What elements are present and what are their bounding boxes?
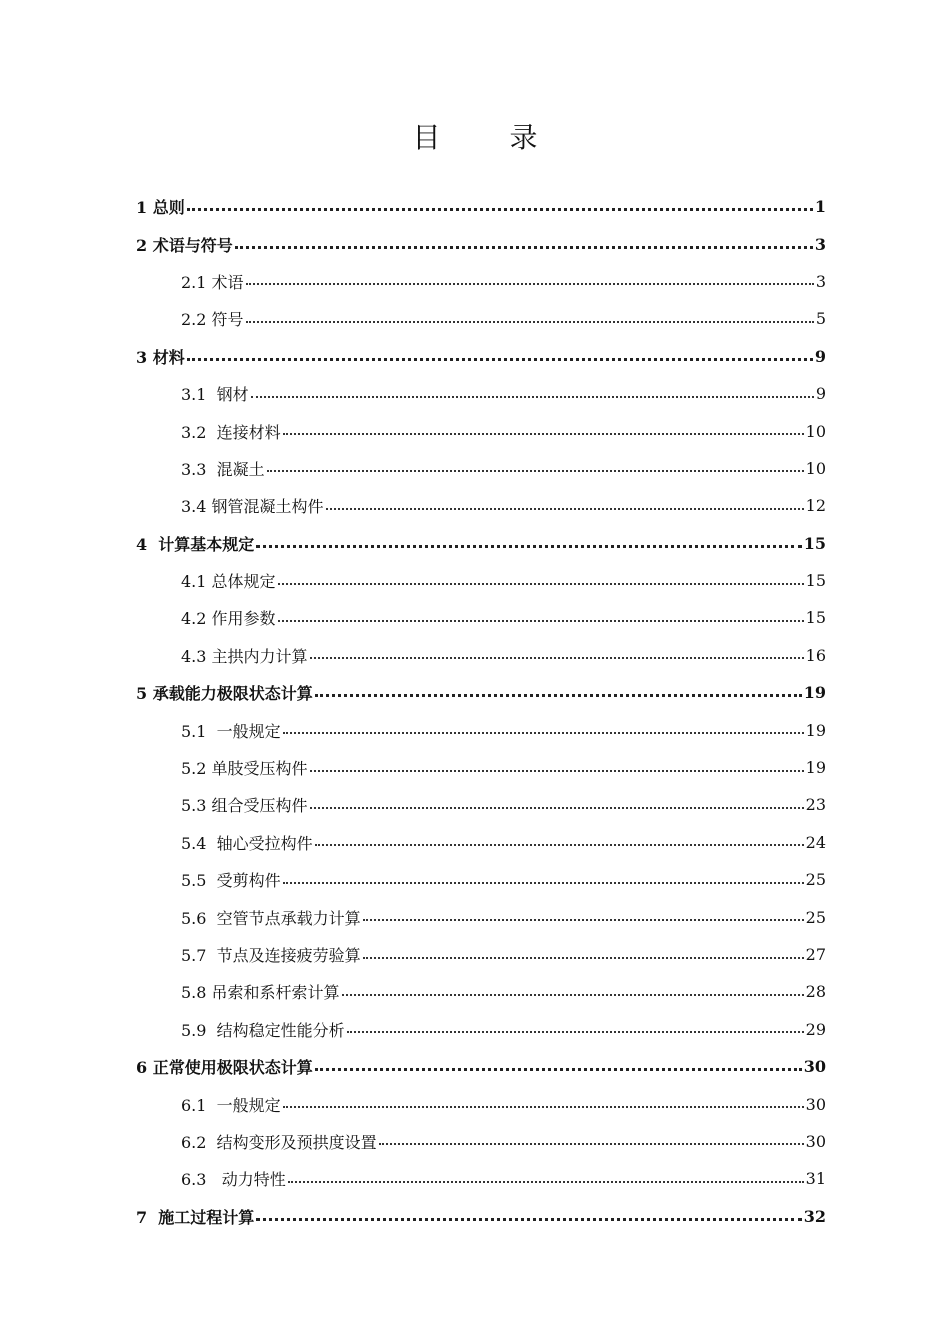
toc-section-entry[interactable] [0,1123,950,1160]
toc-page-number: 27 [805,945,826,964]
toc-page-number: 19 [803,683,826,703]
toc-page-number: 9 [815,384,826,404]
dot-leader [315,694,802,697]
dot-leader [363,919,804,921]
toc-entry-label: 6.3 动力特性 [181,1170,286,1190]
toc-page-number: 31 [805,1169,826,1189]
dot-leader [283,732,804,734]
dot-leader [283,882,804,884]
table-of-contents [0,188,950,1235]
toc-page-number: 30 [805,1131,826,1151]
toc-section-entry[interactable] [0,824,950,861]
toc-page-number: 3 [815,271,826,291]
toc-entry-label: 2 术语与符号 [136,235,233,255]
toc-page-number: 25 [805,870,826,890]
dot-leader [256,545,801,548]
dot-leader [315,844,804,846]
toc-entry-label: 4.3 主拱内力计算 [181,646,308,666]
toc-page-number: 15 [805,571,826,591]
toc-entry-label: 5.3 组合受压构件 [181,796,308,816]
dot-leader [288,1181,804,1183]
toc-entry-label: 6.2 结构变形及预拱度设置 [181,1132,377,1152]
toc-entry-label: 5.4 轴心受拉构件 [181,833,313,853]
dot-leader [363,957,804,959]
dot-leader [235,246,813,249]
toc-section-entry[interactable] [0,375,950,412]
toc-entry-label: 2.1 术语 [181,272,244,292]
toc-page-number: 30 [805,1094,826,1114]
toc-entry-label: 4.2 作用参数 [181,609,276,629]
dot-leader [246,321,814,323]
dot-leader [187,208,813,211]
toc-page-number: 32 [803,1206,826,1226]
toc-section-entry[interactable] [0,487,950,524]
toc-entry-label: 3.2 连接材料 [181,422,281,442]
dot-leader [278,620,804,622]
toc-entry-label: 5.5 受剪构件 [181,871,281,891]
toc-entry-label: 4.1 总体规定 [181,572,276,592]
dot-leader [326,508,804,510]
dot-leader [283,1106,804,1108]
toc-page-number: 5 [815,309,826,329]
toc-chapter-entry[interactable] [0,188,950,225]
toc-entry-label: 5.1 一般规定 [181,721,281,741]
dot-leader [267,470,804,472]
toc-section-entry[interactable] [0,1085,950,1122]
toc-page-number: 19 [805,720,826,740]
toc-page-number: 15 [805,608,826,628]
dot-leader [310,770,804,772]
toc-chapter-entry[interactable] [0,525,950,562]
dot-leader [347,1031,804,1033]
toc-page-number: 16 [805,645,826,665]
toc-section-entry[interactable] [0,450,950,487]
toc-section-entry[interactable] [0,711,950,748]
toc-entry-label: 5.8 吊索和系杆索计算 [181,983,340,1003]
page-title: 目 录 [412,121,568,154]
toc-entry-label: 4 计算基本规定 [136,534,255,554]
toc-page-number: 15 [803,533,826,553]
toc-page-number: 25 [805,907,826,927]
toc-page-number: 10 [805,458,826,478]
toc-entry-label: 6.1 一般规定 [181,1095,281,1115]
dot-leader [379,1143,804,1145]
dot-leader [315,1068,802,1071]
toc-section-entry[interactable] [0,898,950,935]
toc-page-number: 28 [805,982,826,1002]
toc-entry-label: 2.2 符号 [181,310,244,330]
toc-entry-label: 3.3 混凝土 [181,459,265,479]
toc-entry-label: 1 总则 [136,198,185,218]
toc-section-entry[interactable] [0,1011,950,1048]
toc-page-number: 30 [803,1057,826,1077]
toc-section-entry[interactable] [0,412,950,449]
toc-section-entry[interactable] [0,861,950,898]
toc-section-entry[interactable] [0,1160,950,1197]
toc-page-number: 24 [805,832,826,852]
toc-page-number: 29 [805,1019,826,1039]
dot-leader [246,283,814,285]
toc-page-number: 10 [805,421,826,441]
toc-page-number: 12 [805,496,826,516]
toc-section-entry[interactable] [0,599,950,636]
dot-leader [256,1218,801,1221]
dot-leader [283,433,804,435]
toc-chapter-entry[interactable] [0,225,950,262]
toc-section-entry[interactable] [0,973,950,1010]
toc-entry-label: 5.9 结构稳定性能分析 [181,1020,345,1040]
toc-page-number: 9 [814,346,826,366]
toc-entry-label: 3.4 钢管混凝土构件 [181,497,324,517]
toc-entry-label: 5.2 单肢受压构件 [181,759,308,779]
toc-chapter-entry[interactable] [0,338,950,375]
toc-entry-label: 5 承载能力极限状态计算 [136,684,313,704]
toc-section-entry[interactable] [0,749,950,786]
toc-section-entry[interactable] [0,300,950,337]
dot-leader [278,583,804,585]
toc-entry-label: 7 施工过程计算 [136,1207,255,1227]
dot-leader [342,994,804,996]
toc-entry-label: 5.6 空管节点承载力计算 [181,908,361,928]
toc-page-number: 1 [814,197,826,217]
toc-page-number: 3 [814,234,826,254]
toc-section-entry[interactable] [0,936,950,973]
toc-entry-label: 3 材料 [136,347,185,367]
toc-section-entry[interactable] [0,263,950,300]
dot-leader [251,396,814,398]
dot-leader [187,358,813,361]
toc-entry-label: 6 正常使用极限状态计算 [136,1058,313,1078]
toc-chapter-entry[interactable] [0,1048,950,1085]
toc-section-entry[interactable] [0,562,950,599]
dot-leader [310,657,804,659]
toc-page-number: 19 [805,758,826,778]
toc-entry-label: 3.1 钢材 [181,385,249,405]
toc-section-entry[interactable] [0,637,950,674]
toc-page-number: 23 [805,795,826,815]
dot-leader [310,807,804,809]
toc-entry-label: 5.7 节点及连接疲劳验算 [181,946,361,965]
toc-chapter-entry[interactable] [0,674,950,711]
toc-chapter-entry[interactable] [0,1198,950,1235]
toc-section-entry[interactable] [0,786,950,823]
